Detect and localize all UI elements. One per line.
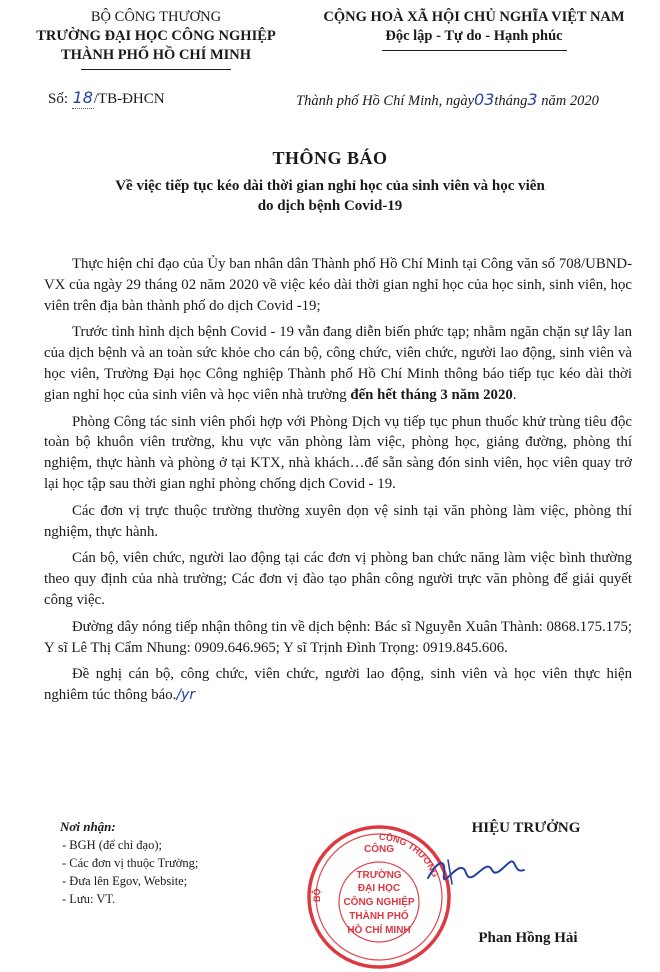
subtitle-line1: Về việc tiếp tục kéo dài thời gian nghỉ học của sinh viên và học viên [115,178,545,194]
issuer-underline [81,69,231,70]
signer-title: HIỆU TRƯỞNG [471,820,581,836]
national-motto: Độc lập - Tự do - Hạnh phúc [385,28,563,44]
handwritten-initials: /yr [176,687,196,704]
university-name-line1: TRƯỜNG ĐẠI HỌC CÔNG NGHIỆP [36,28,276,44]
subtitle-line2: do dịch bệnh Covid-19 [257,198,403,214]
paragraph-4: Các đơn vị trực thuộc trường thường xuyên dọn vệ sinh tại văn phòng làm việc, phòng thí nghiệm, thực hành. [44,502,632,540]
place-prefix: Thành phố Hồ Chí Minh, ngày [296,93,475,109]
paragraph-5: Cán bộ, viên chức, người lao động tại các đơn vị phòng ban chức năng làm việc bình thường theo quy định của nhà trường; Các đơn vị đào tạo phân công người trực văn phòng để giải quyết công việc. [44,550,632,608]
stamp-line: ĐẠI HỌC [357,883,401,894]
document-subtitle [60,176,600,216]
recipients-list [60,818,198,908]
recipients-label: Nơi nhận: [60,819,116,834]
stamp-side-text: BỘ [312,888,322,902]
national-header [300,8,648,51]
document-body [44,254,632,712]
stamp-arc-text: CÔNG THƯƠNG [378,831,441,879]
stamp-line: CÔNG [364,844,394,855]
national-title: CỘNG HOÀ XÃ HỘI CHỦ NGHĨA VIỆT NAM [323,9,625,25]
doc-number-suffix: /TB-ĐHCN [93,91,165,107]
doc-number-prefix: Số: [48,91,69,107]
date-month: 3 [527,90,538,109]
recipient-item: - Lưu: VT. [62,892,116,906]
document-number [48,88,165,109]
recipient-item: - Đưa lên Egov, Website; [62,874,188,888]
date-day: 03 [474,90,495,109]
issuer-header [22,8,290,70]
ministry-name: BỘ CÔNG THƯƠNG [90,9,222,25]
recipient-item: - Các đơn vị thuộc Trường; [62,856,199,870]
paragraph-6: Đường dây nóng tiếp nhận thông tin về dịch bệnh: Bác sĩ Nguyễn Xuân Thành: 0868.175.175; Y sĩ Lê Thị Cẩm Nhung: 0909.646.965; Y sĩ Trịnh Đình Trọng: 0919.845.606. [44,618,632,656]
place-and-date [296,90,599,110]
stamp-line: CÔNG NGHIỆP [343,897,415,908]
date-year: năm 2020 [541,93,599,109]
stamp-line: THÀNH PHỐ [349,911,409,922]
university-name-line2: THÀNH PHỐ HỒ CHÍ MINH [60,47,252,63]
doc-number-value: 18 [72,88,93,107]
paragraph-2: Trước tình hình dịch bệnh Covid - 19 vẫn đang diễn biến phức tạp; nhằm ngăn chặn sự lây lan của dịch bệnh và an toàn sức khỏe cho cán bộ, công chức, viên chức, người lao động, sinh viên và học viên, Trường Đại học Công nghiệp Thành phố Hồ Chí Minh thông báo tiếp tục kéo dài thời gian nghỉ học của sinh viên và học viên nhà trường đến hết tháng 3 năm 2020. [44,324,632,403]
paragraph-1: Thực hiện chỉ đạo của Ủy ban nhân dân Thành phố Hồ Chí Minh tại Công văn số 708/UBND-VX của ngày 29 tháng 02 năm 2020 về việc kéo dài thời gian nghỉ học của học sinh, sinh viên, học viên trên địa bàn thành phố do dịch Covid -19; [44,256,632,314]
document-title: THÔNG BÁO [272,148,388,168]
paragraph-3: Phòng Công tác sinh viên phối hợp với Phòng Dịch vụ tiếp tục phun thuốc khử trùng tiêu độc toàn bộ khuôn viên trường, khu vực văn phòng làm việc, phòng học, giảng đường, phòng thí nghiệm, thực hành và phòng ở tại KTX, nhà khách…để sẵn sàng đón sinh viên, học viên quay trở lại học tập sau thời gian nghỉ phòng chống dịch Covid - 19. [44,413,632,492]
handwritten-signature [418,840,538,900]
deadline-text: đến hết tháng 3 năm 2020 [350,386,513,403]
month-word: tháng [494,93,528,109]
stamp-line: HỒ CHÍ MINH [347,925,411,936]
stamp-line: TRƯỜNG [356,870,402,881]
recipient-item: - BGH (để chỉ đạo); [62,838,162,852]
signer-name: Phan Hồng Hải [478,930,578,946]
paragraph-7: Đề nghị cán bộ, công chức, viên chức, người lao động, sinh viên và học viên thực hiện nghiêm túc thông báo./yr [44,666,632,704]
motto-underline [382,50,567,51]
